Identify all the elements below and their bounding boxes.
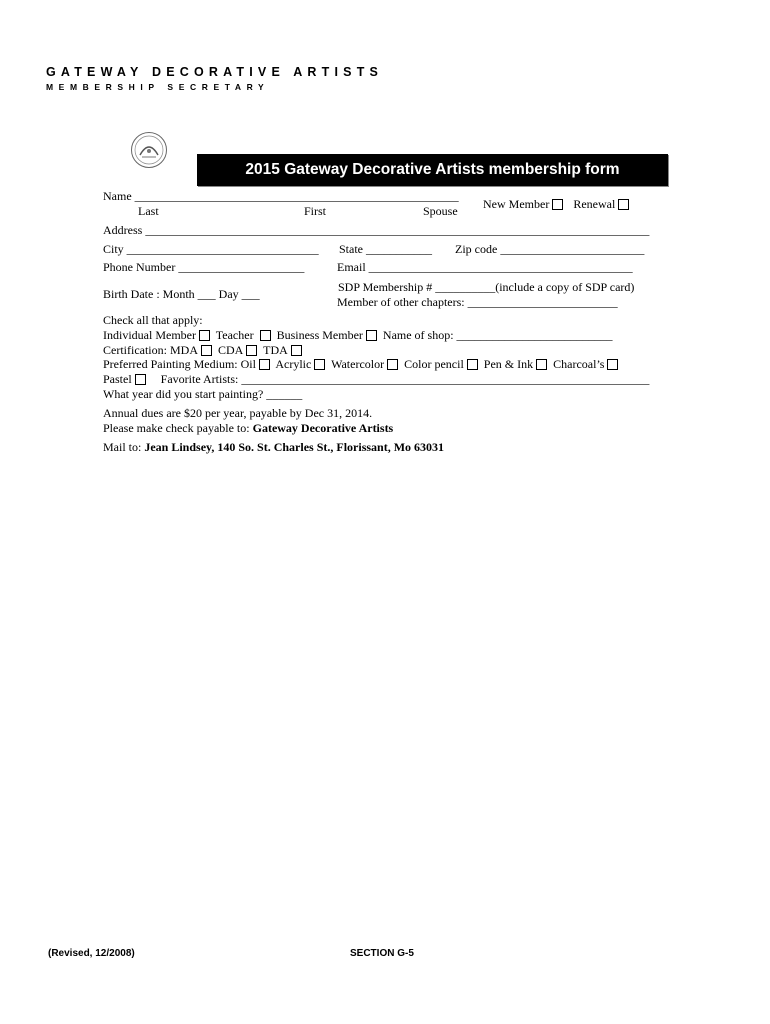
favorite-artists-field[interactable]: Favorite Artists: ____________________________________________________________________ — [160, 372, 650, 386]
shop-field[interactable]: Name of shop: __________________________ — [382, 328, 613, 342]
mda-checkbox[interactable] — [201, 345, 212, 356]
name-field-line[interactable]: Name ______________________________________________________ — [103, 189, 459, 203]
cda-label: CDA — [217, 343, 244, 357]
org-subheader: MEMBERSHIP SECRETARY — [46, 82, 270, 92]
teacher-label: Teacher — [215, 328, 254, 342]
medium-row — [103, 357, 621, 372]
payable-name: Gateway Decorative Artists — [252, 421, 394, 435]
individual-label: Individual Member — [103, 328, 196, 342]
cda-checkbox[interactable] — [246, 345, 257, 356]
new-member-option — [483, 197, 632, 212]
sdp-field[interactable]: SDP Membership # __________(include a copy of SDP card) — [338, 280, 635, 294]
mail-address: Jean Lindsey, 140 So. St. Charles St., Florissant, Mo 63031 — [144, 440, 445, 454]
tda-label: TDA — [263, 343, 288, 357]
watercolor-checkbox[interactable] — [387, 359, 398, 370]
seal-logo — [130, 131, 168, 169]
pen-ink-label: Pen & Ink — [483, 357, 534, 371]
watercolor-label: Watercolor — [331, 357, 385, 371]
pen-ink-checkbox[interactable] — [536, 359, 547, 370]
renewal-label: Renewal — [573, 197, 616, 211]
dues-text: Annual dues are $20 per year, payable by Dec 31, 2014. — [103, 406, 373, 420]
oil-label: Preferred Painting Medium: Oil — [103, 357, 256, 371]
new-member-checkbox[interactable] — [552, 199, 563, 210]
address-field[interactable]: Address ____________________________________________________________________________________ — [103, 223, 650, 237]
business-checkbox[interactable] — [366, 330, 377, 341]
color-pencil-label: Color pencil — [404, 357, 464, 371]
revised-note: (Revised, 12/2008) — [48, 948, 135, 959]
section-label: SECTION G-5 — [350, 948, 414, 959]
individual-checkbox[interactable] — [199, 330, 210, 341]
pastel-label: Pastel — [103, 372, 132, 386]
business-label: Business Member — [276, 328, 363, 342]
renewal-checkbox[interactable] — [618, 199, 629, 210]
email-field[interactable]: Email ____________________________________________ — [337, 260, 633, 274]
start-year-field[interactable]: What year did you start painting? ______ — [103, 387, 303, 401]
pastel-checkbox[interactable] — [135, 374, 146, 385]
member-type-row — [103, 328, 613, 343]
form-title: 2015 Gateway Decorative Artists membership form — [197, 154, 668, 186]
check-all-label: Check all that apply: — [103, 313, 203, 327]
acrylic-checkbox[interactable] — [314, 359, 325, 370]
color-pencil-checkbox[interactable] — [467, 359, 478, 370]
org-header: GATEWAY DECORATIVE ARTISTS — [46, 65, 384, 79]
payable-text — [103, 421, 393, 436]
birth-date-field[interactable]: Birth Date : Month ___ Day ___ — [103, 287, 260, 301]
charcoal-label: Charcoal’s — [553, 357, 605, 371]
new-member-label: New Member — [483, 197, 550, 211]
other-chapters-field[interactable]: Member of other chapters: _________________________ — [337, 295, 618, 309]
zip-field[interactable]: Zip code ________________________ — [455, 242, 645, 256]
mail-to-text — [103, 440, 444, 455]
name-first-label: First — [304, 204, 327, 218]
pastel-row — [103, 372, 649, 387]
mail-prefix: Mail to: — [103, 440, 145, 454]
city-field[interactable]: City ________________________________ — [103, 242, 319, 256]
state-field[interactable]: State ___________ — [339, 242, 432, 256]
acrylic-label: Acrylic — [275, 357, 312, 371]
payable-prefix: Please make check payable to: — [103, 421, 253, 435]
mda-label: Certification: MDA — [103, 343, 198, 357]
certification-row — [103, 343, 305, 358]
teacher-checkbox[interactable] — [260, 330, 271, 341]
tda-checkbox[interactable] — [291, 345, 302, 356]
oil-checkbox[interactable] — [259, 359, 270, 370]
phone-field[interactable]: Phone Number _____________________ — [103, 260, 305, 274]
charcoal-checkbox[interactable] — [607, 359, 618, 370]
name-last-label: Last — [138, 204, 159, 218]
name-spouse-label: Spouse — [423, 204, 458, 218]
